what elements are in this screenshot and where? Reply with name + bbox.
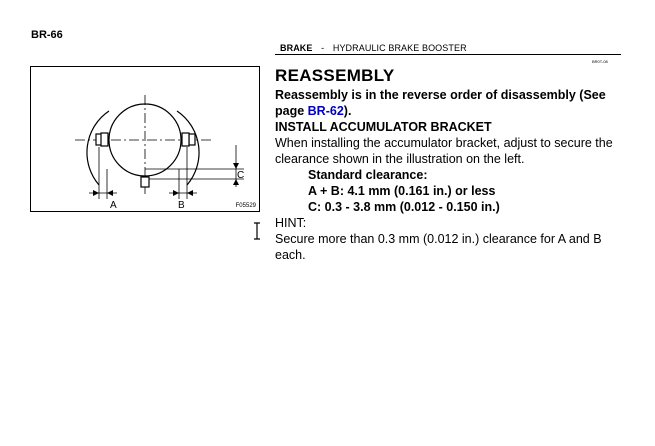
intro-paragraph — [275, 87, 625, 119]
reference-code: BR0T-08 — [592, 59, 608, 64]
section-title: BRAKE — [280, 43, 313, 53]
figure-code: F05529 — [235, 203, 256, 209]
spec-ab: A + B: 4.1 mm (0.161 in.) or less — [308, 184, 496, 198]
label-c: C — [237, 170, 245, 181]
right-bolt — [182, 133, 189, 146]
c-arrow-down — [233, 163, 239, 169]
step-text: When installing the accumulator bracket, adjust to secure the clearance shown in the illustration on the left. — [275, 136, 613, 166]
label-a: A — [110, 200, 117, 211]
step-title: INSTALL ACCUMULATOR BRACKET — [275, 120, 492, 134]
spec-c: C: 0.3 - 3.8 mm (0.012 - 0.150 in.) — [308, 200, 500, 214]
procedure-content — [275, 66, 625, 263]
a-arrow-right — [107, 190, 113, 196]
b-arrow-right — [187, 190, 193, 196]
section-header — [280, 43, 467, 53]
left-bolt — [101, 133, 108, 146]
b-arrow-left — [173, 190, 179, 196]
bracket-left-arc — [87, 111, 109, 185]
subsection-title: HYDRAULIC BRAKE BOOSTER — [332, 43, 467, 53]
header-separator: - — [321, 43, 325, 53]
hint-label: HINT: — [275, 216, 307, 230]
a-arrow-left — [93, 190, 99, 196]
bracket-diagram — [31, 67, 259, 211]
page-title: REASSEMBLY — [275, 66, 395, 85]
page-number: BR-66 — [31, 29, 63, 41]
page-link[interactable]: BR-62 — [307, 104, 344, 118]
right-clamp — [189, 134, 195, 145]
hint-text: Secure more than 0.3 mm (0.012 in.) clearance for A and B each. — [275, 232, 602, 262]
bottom-mount — [141, 177, 149, 187]
clearance-illustration — [30, 66, 260, 212]
text-cursor-icon — [252, 222, 262, 242]
intro-suffix: ). — [343, 104, 352, 118]
label-b: B — [178, 200, 185, 211]
spec-title: Standard clearance: — [308, 168, 428, 182]
header-rule — [275, 54, 621, 55]
intro-prefix: Reassembly is in the reverse order of disassembly (See page — [275, 88, 606, 118]
